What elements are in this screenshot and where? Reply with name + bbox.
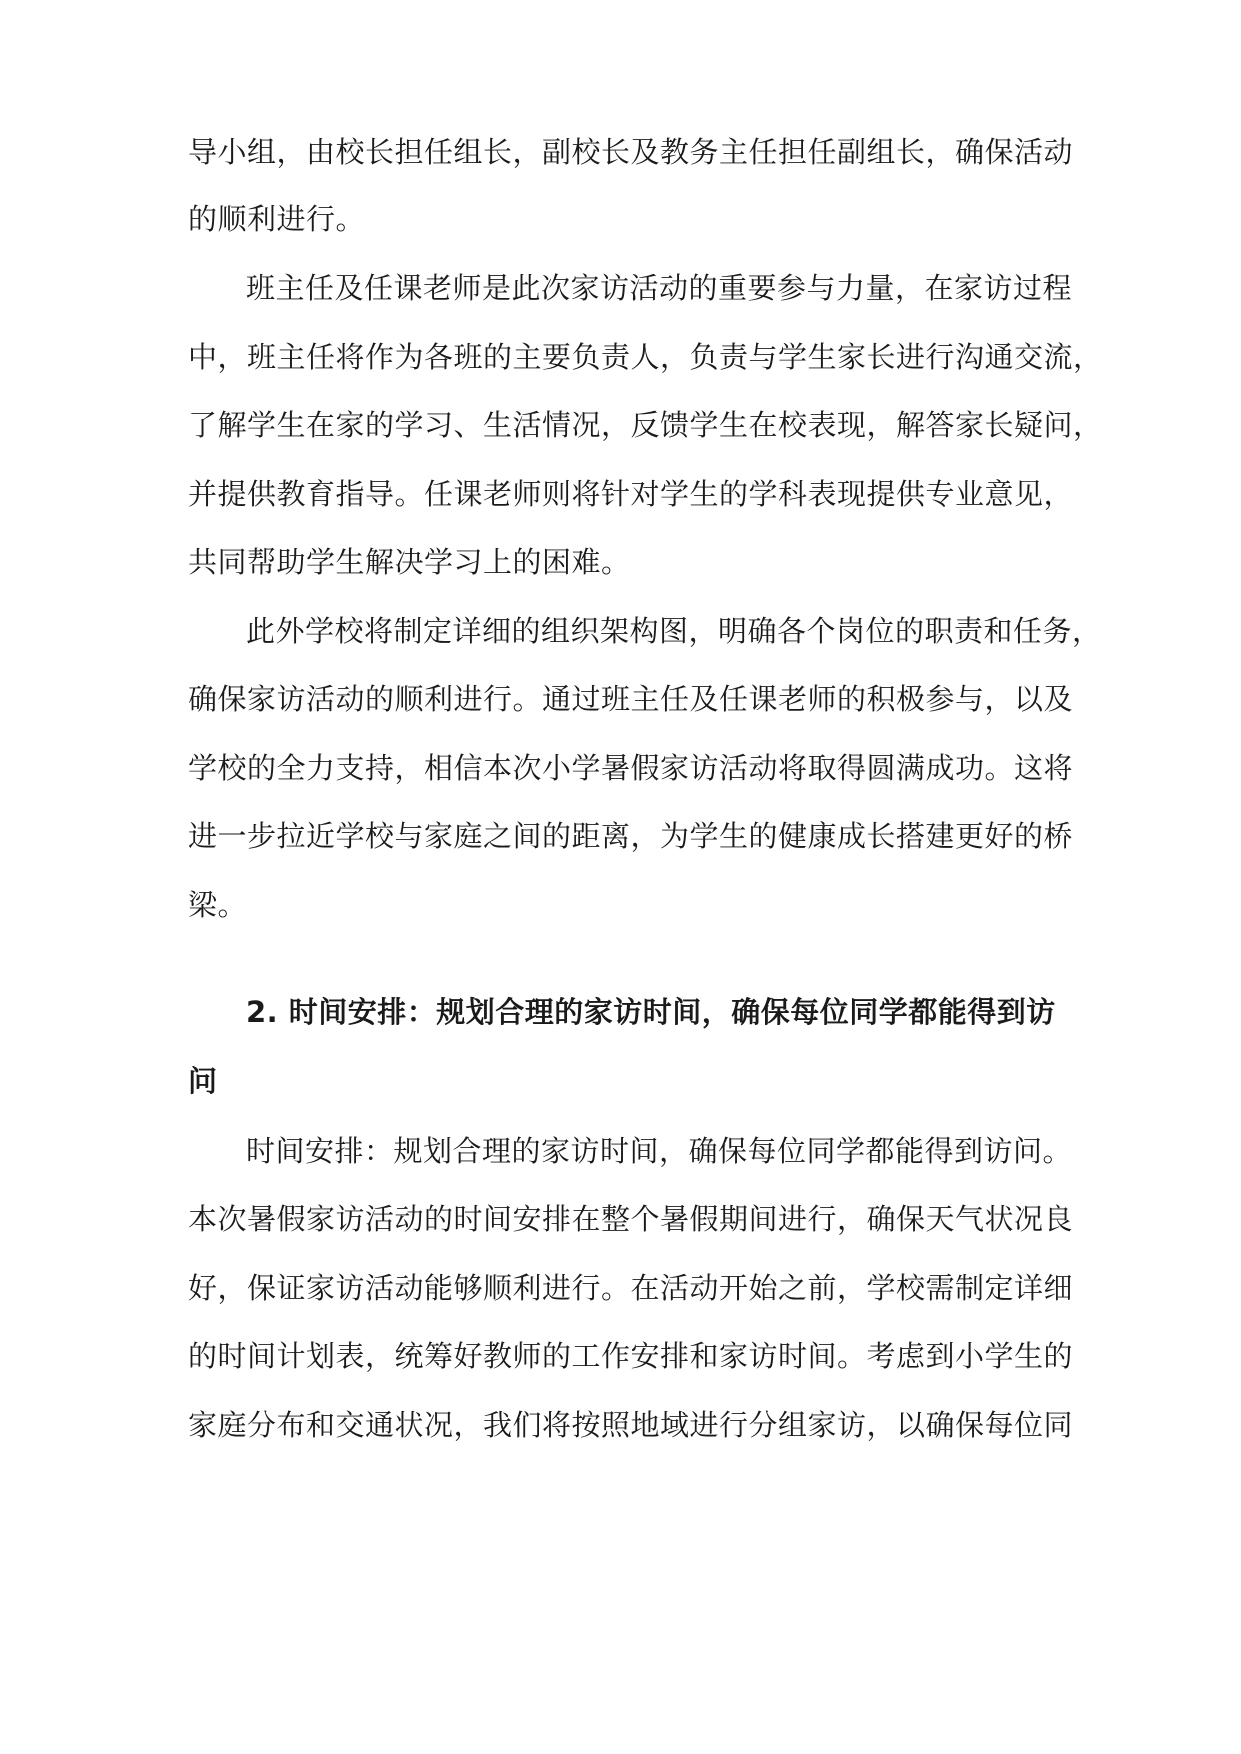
paragraph-4-line-3: 好，保证家访活动能够顺利进行。在活动开始之前，学校需制定详细 <box>188 1271 1074 1305</box>
paragraph-4-line-4: 的时间计划表，统筹好教师的工作安排和家访时间。考虑到小学生的 <box>188 1339 1074 1373</box>
section-heading-line-2: 问 <box>188 1064 218 1098</box>
paragraph-1-line-2: 的顺利进行。 <box>188 202 366 236</box>
paragraph-3-line-1: 此外学校将制定详细的组织架构图，明确各个岗位的职责和任务， <box>246 614 1102 648</box>
paragraph-4-line-2: 本次暑假家访活动的时间安排在整个暑假期间进行，确保天气状况良 <box>188 1202 1074 1236</box>
paragraph-1-line-1: 导小组，由校长担任组长，副校长及教务主任担任副组长，确保活动 <box>188 135 1074 169</box>
section-heading-line-1: 2. 时间安排：规划合理的家访时间，确保每位同学都能得到访 <box>246 995 1056 1029</box>
paragraph-2-line-3: 了解学生在家的学习、生活情况，反馈学生在校表现，解答家长疑问， <box>188 408 1103 442</box>
paragraph-3-line-2: 确保家访活动的顺利进行。通过班主任及任课老师的积极参与，以及 <box>188 682 1074 716</box>
paragraph-2-line-5: 共同帮助学生解决学习上的困难。 <box>188 545 631 579</box>
paragraph-3-line-3: 学校的全力支持，相信本次小学暑假家访活动将取得圆满成功。这将 <box>188 751 1074 785</box>
paragraph-4-line-1: 时间安排：规划合理的家访时间，确保每位同学都能得到访问。 <box>246 1134 1073 1168</box>
paragraph-4-line-5: 家庭分布和交通状况，我们将按照地域进行分组家访，以确保每位同 <box>188 1408 1074 1442</box>
paragraph-2-line-2: 中，班主任将作为各班的主要负责人，负责与学生家长进行沟通交流， <box>188 340 1103 374</box>
paragraph-2-line-4: 并提供教育指导。任课老师则将针对学生的学科表现提供专业意见， <box>188 477 1074 511</box>
paragraph-2-line-1: 班主任及任课老师是此次家访活动的重要参与力量，在家访过程 <box>246 271 1073 305</box>
paragraph-3-line-5: 梁。 <box>188 888 248 922</box>
paragraph-3-line-4: 进一步拉近学校与家庭之间的距离，为学生的健康成长搭建更好的桥 <box>188 819 1074 853</box>
